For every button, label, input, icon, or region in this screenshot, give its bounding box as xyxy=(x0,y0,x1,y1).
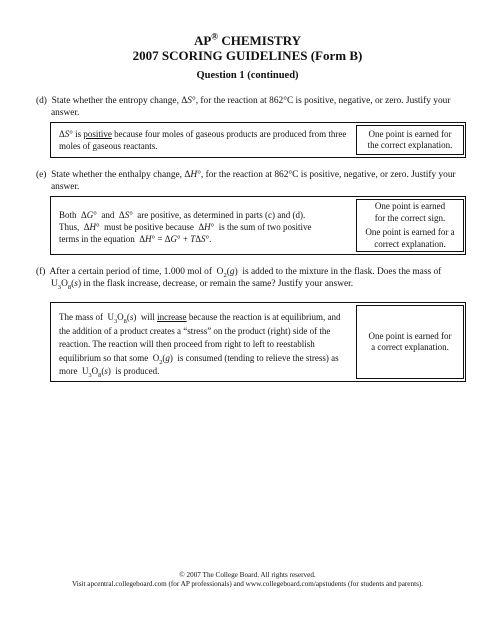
part-f-answer-box xyxy=(50,302,466,382)
part-e-prompt: (e) State whether the enthalpy change, ΔH°, for the reaction at 862°C is positive, negative, or zero. Justify your answer. xyxy=(36,170,456,192)
part-d-prompt: (d) State whether the entropy change, ΔS°, for the reaction at 862°C is positive, negative, or zero. Justify your answer. xyxy=(36,96,451,118)
part-d-answer: ΔS° is positive because four moles of gaseous products are produced from three moles of gaseous reactants. xyxy=(59,129,347,151)
page-title: AP® CHEMISTRY xyxy=(193,31,302,48)
part-e-answer-box xyxy=(50,196,466,255)
page-subtitle: 2007 SCORING GUIDELINES (Form B) xyxy=(132,48,363,63)
part-e-answer: Both ΔG° and ΔS° are positive, as determined in parts (c) and (d). Thus, ΔH° must be positive because ΔH° is the sum of two positive terms in the equation ΔH° = ΔG° + TΔS°. xyxy=(59,210,312,244)
part-f-answer: The mass of $U_3O_8(s)$ will increase because the reaction is at equilibrium, and the addition of a product creates a “stress” on the product (right) side of the reaction. The reaction will then proceed from right to left to reestablish equilibrium so that some $O_2(g)$ is consumed (tending to relieve the stress) as more $U_3O_8(s)$ is produced. xyxy=(59,312,341,379)
footer-visit: Visit apcentral.collegeboard.com (for AP professionals) and www.collegeboard.com/apstudents (for students and parents). xyxy=(71,580,424,588)
footer-copyright: © 2007 The College Board. All rights reserved. xyxy=(179,571,316,579)
part-e-scoring: One point is earned for the correct sign. One point is earned for a correct explanation. xyxy=(356,199,464,252)
part-f-scoring: One point is earned for a correct explanation. xyxy=(356,305,464,379)
part-d-scoring: One point is earned for the correct explanation. xyxy=(356,125,464,155)
question-heading: Question 1 (continued) xyxy=(196,70,299,81)
part-f-prompt: (f) After a certain period of time, 1.000 mol of $O_2(g)$ is added to the mixture in the flask. Does the mass of $U_3O_8(s)$ in the flask increase, decrease, or remain the same? Justify your answer. xyxy=(36,267,442,291)
part-d-answer-box xyxy=(50,122,466,158)
